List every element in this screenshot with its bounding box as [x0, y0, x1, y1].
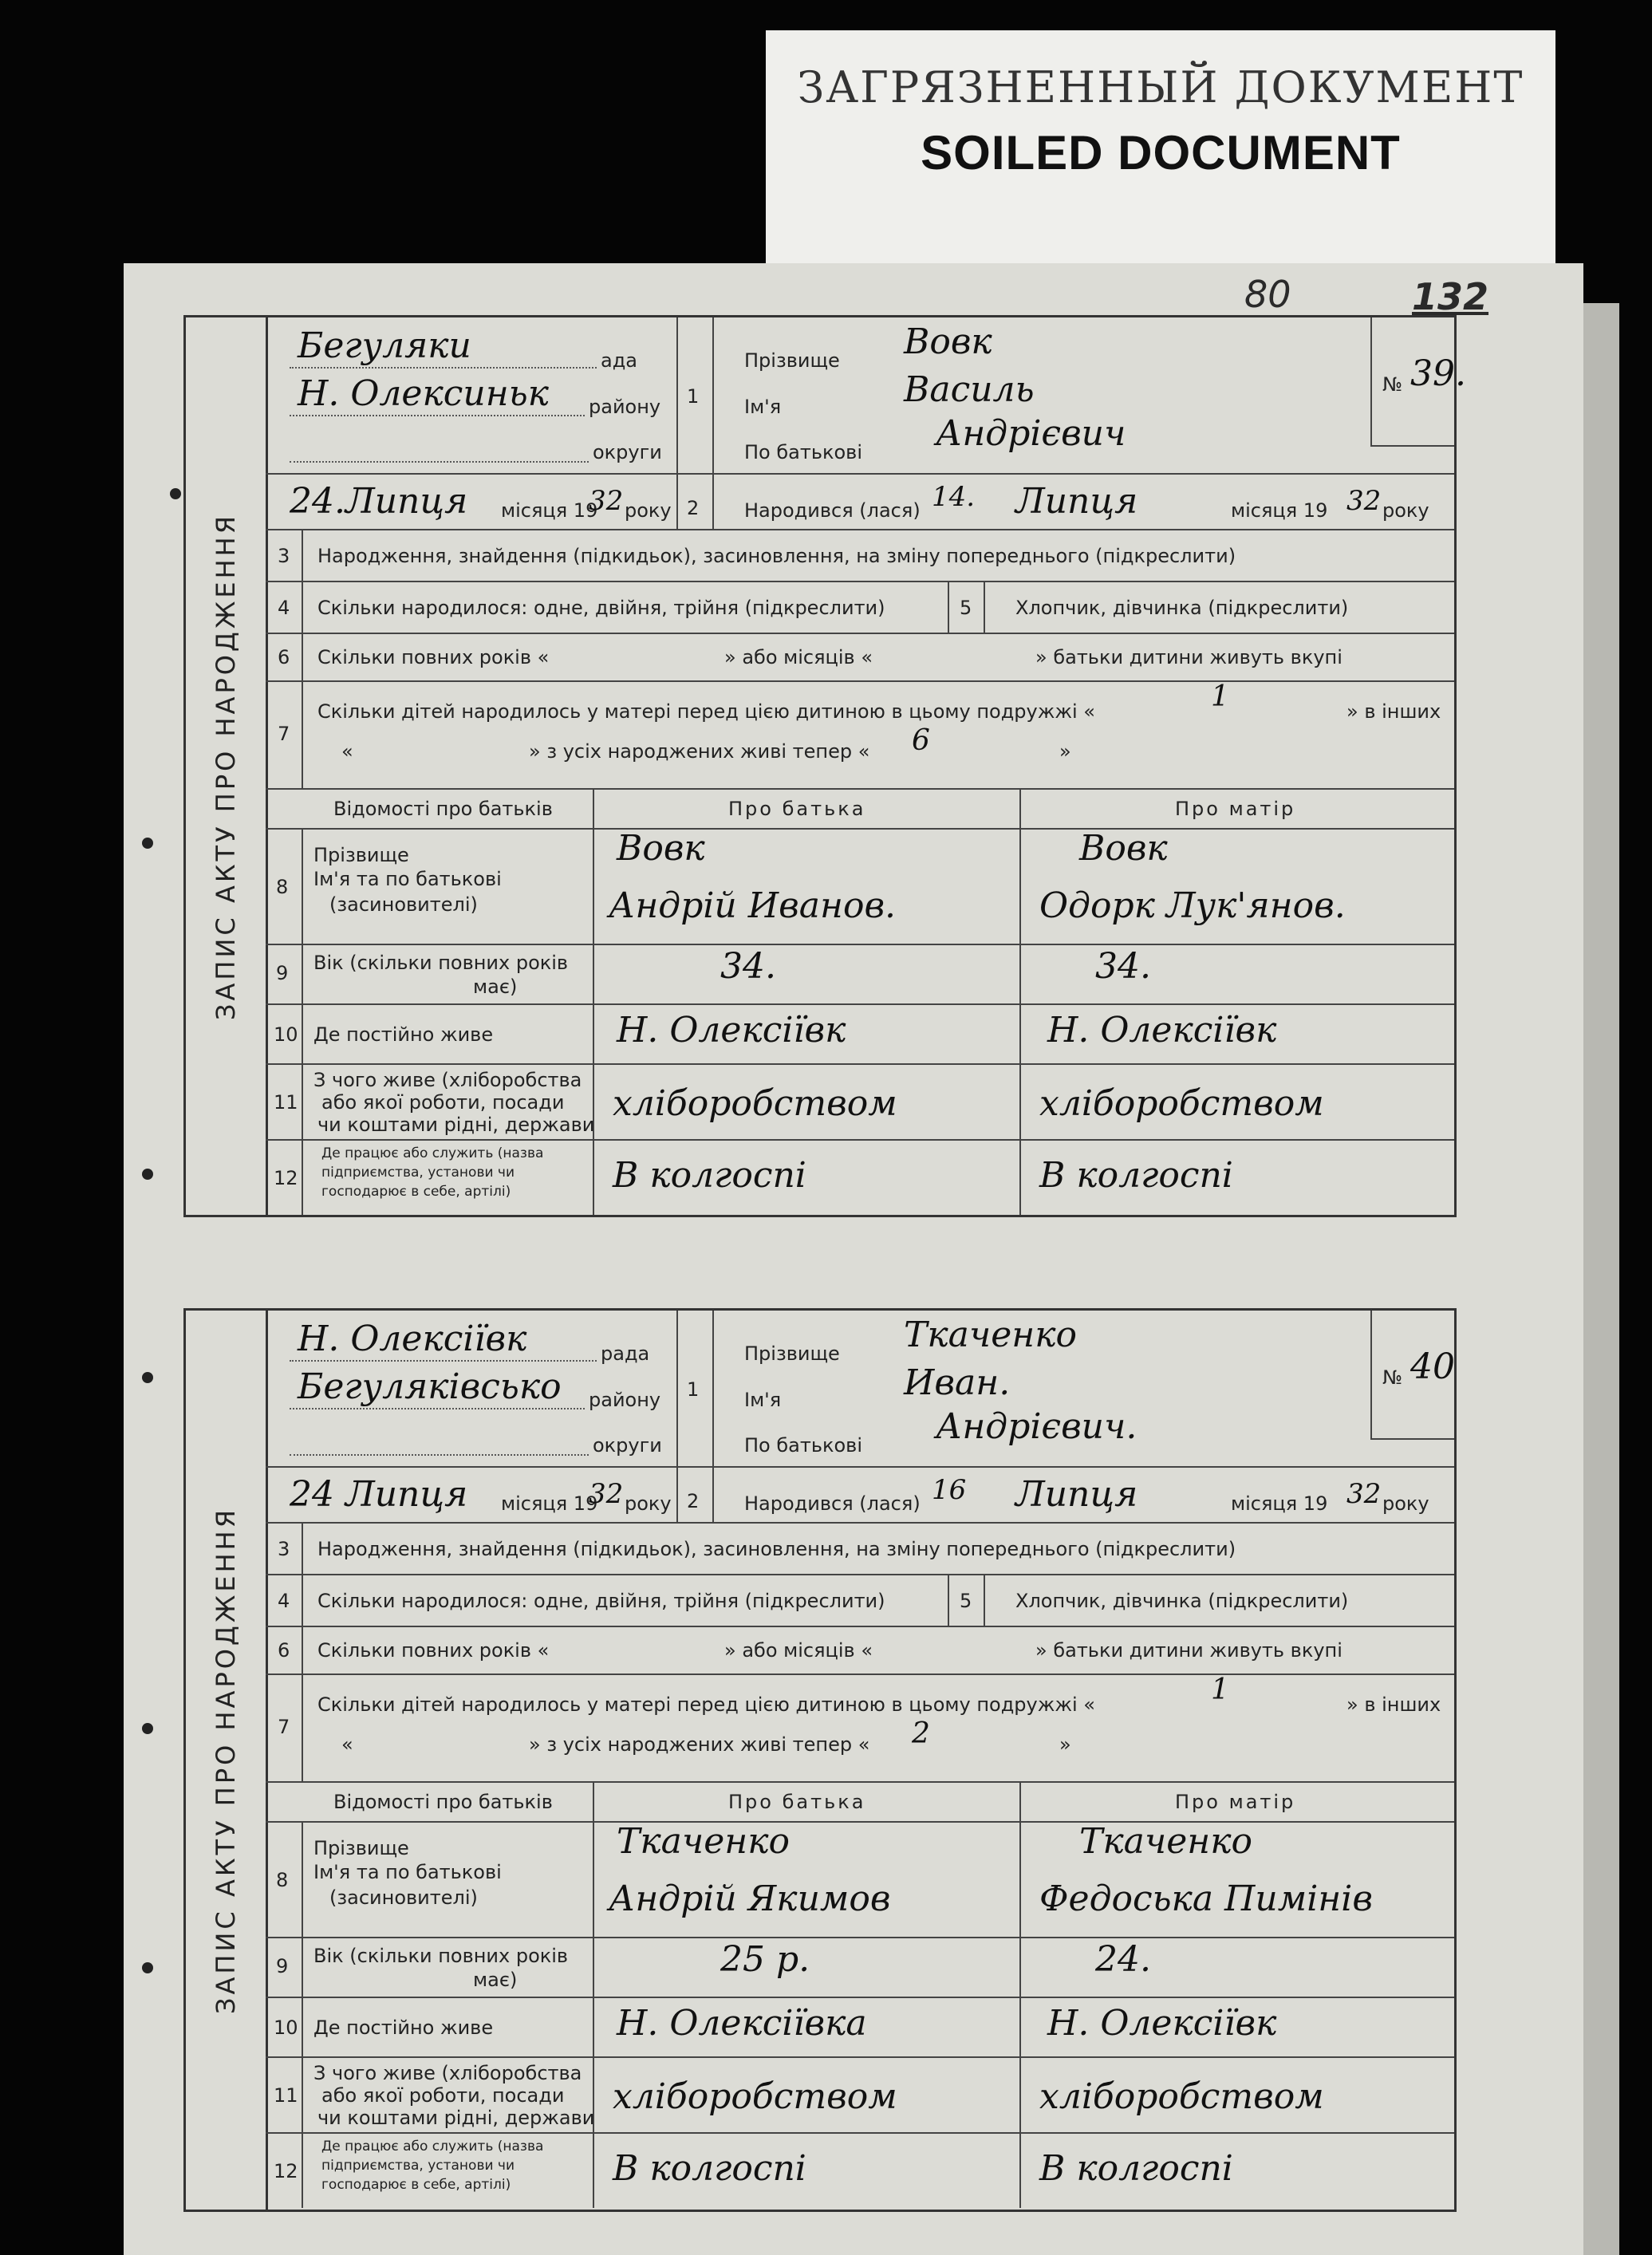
- parents-header-mother: Про матір: [1175, 1791, 1296, 1813]
- punch-hole: [170, 488, 181, 499]
- father-name: Андрій Иванов.: [609, 885, 897, 926]
- form-rule: [290, 1408, 585, 1409]
- r11-label-1: З чого живе (хліборобства: [313, 2062, 582, 2084]
- form-rule: [676, 1311, 678, 1522]
- row7-line1: Скільки дітей народилось у матері перед цією дитиною в цьому подружжі «: [317, 1693, 1095, 1716]
- pencil-page-number: 80: [1244, 273, 1291, 316]
- form-rule: [266, 944, 1454, 945]
- form-rule: [1370, 445, 1454, 447]
- punch-hole: [142, 838, 153, 849]
- father-surname: Ткаченко: [617, 1821, 791, 1862]
- row-number: 9: [276, 1955, 289, 1977]
- birth-record: [183, 315, 1466, 1217]
- r9-label-1: Вік (скільки повних років: [313, 952, 569, 974]
- child-name: Иван.: [904, 1362, 1011, 1403]
- record-number-label: №: [1382, 1366, 1402, 1389]
- side-title-text: ЗАПИС АКТУ ПРО НАРОДЖЕННЯ: [211, 512, 241, 1020]
- r10-label: Де постійно живе: [313, 2016, 494, 2039]
- r8-label-surname: Прізвище: [313, 1837, 409, 1859]
- form-rule: [266, 1139, 1454, 1141]
- children-alive: 2: [912, 1717, 930, 1750]
- father-surname: Вовк: [617, 828, 705, 869]
- punch-hole: [142, 1962, 153, 1973]
- mother-age: 24.: [1095, 1939, 1151, 1980]
- row7-line1-end: » в інших: [1346, 1693, 1441, 1716]
- form-rule: [266, 1821, 1454, 1823]
- form-rule: [290, 415, 585, 416]
- form-rule: [1370, 317, 1372, 445]
- r8-label-adopters: (засиновителі): [329, 1886, 478, 1909]
- children-alive: 6: [912, 724, 930, 757]
- row-number: 7: [278, 723, 290, 745]
- form-rule: [302, 529, 303, 788]
- r9-label-2: має): [473, 976, 518, 998]
- surname-label: Прізвище: [744, 349, 840, 372]
- born-month: Липця: [1015, 1474, 1138, 1515]
- form-rule: [290, 1360, 597, 1362]
- registration-year: 32: [589, 485, 624, 517]
- mother-name: Одорк Лук'янов.: [1039, 885, 1346, 926]
- row6-text-c: » батьки дитини живуть вкупі: [1035, 1639, 1342, 1662]
- born-label: Народився (лася): [744, 1492, 921, 1515]
- record-number-label: №: [1382, 373, 1402, 396]
- row7-line2-a: «: [341, 1733, 353, 1756]
- row-number: 3: [278, 545, 290, 567]
- row7-line2-c: »: [1059, 1733, 1071, 1756]
- form-rule: [266, 1997, 1454, 1998]
- r9-label-1: Вік (скільки повних років: [313, 1945, 569, 1967]
- raion-value: Бегуляківсько: [298, 1366, 562, 1407]
- form-rule: [290, 461, 589, 463]
- form-rule: [593, 1781, 594, 2208]
- parents-header-father: Про батька: [728, 798, 866, 820]
- father-age: 25 р.: [720, 1939, 810, 1980]
- mother-surname: Вовк: [1079, 828, 1168, 869]
- label-russian: ЗАГРЯЗНЕННЫЙ ДОКУМЕНТ: [797, 62, 1524, 112]
- father-livelihood: хліборобством: [613, 1083, 897, 1124]
- father-residence: Н. Олексіївка: [617, 2003, 867, 2044]
- r11-label-2: або якої роботи, посади: [321, 2084, 565, 2107]
- born-month-label: місяця 19: [1231, 499, 1328, 522]
- record-number: 40: [1410, 1346, 1455, 1387]
- registration-month: Липця: [345, 1474, 468, 1515]
- child-surname: Ткаченко: [904, 1315, 1078, 1355]
- born-day: 14.: [932, 481, 976, 513]
- row-number: 9: [276, 962, 289, 984]
- registration-month-label: місяця 19: [501, 1492, 598, 1515]
- child-name: Василь: [904, 369, 1035, 410]
- parents-header-father: Про батька: [728, 1791, 866, 1813]
- r8-label-name: Ім'я та по батькові: [313, 1861, 502, 1883]
- r11-label-3: чи коштами рідні, держави: [317, 1114, 595, 1136]
- form-rule: [266, 788, 1454, 790]
- row-number: 4: [278, 1590, 290, 1612]
- row-number: 12: [274, 2160, 298, 2182]
- form-rule: [266, 1063, 1454, 1065]
- form-rule: [266, 529, 1454, 530]
- form-rule: [948, 581, 949, 633]
- form-rule: [1370, 1311, 1372, 1438]
- form-rule: [676, 317, 678, 529]
- r12-label-3: господарює в себе, артілі): [321, 2177, 511, 2193]
- raion-value: Н. Олексиньк: [298, 373, 549, 414]
- mother-livelihood: хліборобством: [1039, 2076, 1324, 2117]
- form-rule: [266, 473, 1454, 475]
- child-patronymic: Андрієвич: [936, 413, 1126, 454]
- born-year: 32: [1346, 485, 1382, 517]
- record-side-title: [186, 1311, 268, 2210]
- record-number: 39.: [1410, 353, 1466, 394]
- surname-label: Прізвище: [744, 1342, 840, 1365]
- row6-text-a: Скільки повних років «: [317, 1639, 550, 1662]
- form-rule: [266, 2132, 1454, 2134]
- row7-line2-b: » з усіх народжених живі тепер «: [529, 1733, 870, 1756]
- r9-label-2: має): [473, 1969, 518, 1991]
- row-number: 5: [960, 597, 972, 619]
- registration-month-label: місяця 19: [501, 499, 598, 522]
- form-rule: [266, 1781, 1454, 1783]
- father-workplace: В колгоспі: [613, 2148, 806, 2189]
- form-rule: [1019, 788, 1021, 1215]
- row5-text: Хлопчик, дівчинка (підкреслити): [1015, 1590, 1349, 1612]
- row7-line2-c: »: [1059, 740, 1071, 763]
- r8-label-surname: Прізвище: [313, 844, 409, 866]
- row-number: 4: [278, 597, 290, 619]
- row-number: 3: [278, 1538, 290, 1560]
- father-residence: Н. Олексіївк: [617, 1010, 846, 1051]
- row7-line2-a: «: [341, 740, 353, 763]
- registration-day: 24: [290, 1474, 334, 1515]
- registration-year-label: року: [625, 1492, 672, 1515]
- form-rule: [266, 1466, 1454, 1468]
- row6-text-c: » батьки дитини живуть вкупі: [1035, 646, 1342, 668]
- r8-label-name: Ім'я та по батькові: [313, 868, 502, 890]
- raion-label: району: [589, 1389, 661, 1411]
- born-year-label: року: [1382, 1492, 1429, 1515]
- row-number: 5: [960, 1590, 972, 1612]
- father-workplace: В колгоспі: [613, 1155, 806, 1196]
- registration-year: 32: [589, 1478, 624, 1510]
- form-rule: [266, 1674, 1454, 1675]
- rada-label: ада: [601, 349, 638, 372]
- registration-day: 24.: [290, 481, 345, 522]
- child-patronymic: Андрієвич.: [936, 1406, 1137, 1447]
- okruha-label: округи: [593, 1434, 662, 1457]
- row6-text-b: » або місяців «: [724, 646, 873, 668]
- row-number: 10: [274, 1023, 298, 1046]
- label-english: SOILED DOCUMENT: [921, 126, 1401, 179]
- row-number: 8: [276, 1869, 289, 1891]
- born-month-label: місяця 19: [1231, 1492, 1328, 1515]
- punch-hole: [142, 1169, 153, 1180]
- row3-text: Народження, знайдення (підкидьок), засиновлення, на зміну попереднього (підкреслити): [317, 545, 1236, 567]
- father-name: Андрій Якимов: [609, 1879, 891, 1919]
- punch-hole: [142, 1723, 153, 1734]
- form-rule: [266, 2056, 1454, 2058]
- form-rule: [266, 680, 1454, 682]
- born-year: 32: [1346, 1478, 1382, 1510]
- form-rule: [266, 1574, 1454, 1575]
- form-rule: [302, 1821, 303, 2208]
- row-number: 2: [687, 1490, 700, 1512]
- parents-header-mother: Про матір: [1175, 798, 1296, 820]
- form-rule: [266, 828, 1454, 830]
- parents-header-info: Відомості про батьків: [333, 798, 553, 820]
- okruha-label: округи: [593, 441, 662, 463]
- form-rule: [984, 581, 985, 633]
- row5-text: Хлопчик, дівчинка (підкреслити): [1015, 597, 1349, 619]
- mother-livelihood: хліборобством: [1039, 1083, 1324, 1124]
- row-number: 10: [274, 2016, 298, 2039]
- patronymic-label: По батькові: [744, 441, 862, 463]
- form-rule: [266, 581, 1454, 582]
- page-edge: [1583, 303, 1619, 2255]
- form-rule: [302, 828, 303, 1215]
- born-label: Народився (лася): [744, 499, 921, 522]
- children-in-marriage: 1: [1211, 680, 1229, 713]
- row4-text: Скільки народилося: одне, двійня, трійня (підкреслити): [317, 1590, 885, 1612]
- name-label: Ім'я: [744, 396, 782, 418]
- father-livelihood: хліборобством: [613, 2076, 897, 2117]
- row-number: 6: [278, 646, 290, 668]
- name-label: Ім'я: [744, 1389, 782, 1411]
- row4-text: Скільки народилося: одне, двійня, трійня (підкреслити): [317, 597, 885, 619]
- record-side-title: [186, 317, 268, 1215]
- parents-header-info: Відомості про батьків: [333, 1791, 553, 1813]
- form-rule: [266, 633, 1454, 634]
- row6-text-a: Скільки повних років «: [317, 646, 550, 668]
- raion-label: району: [589, 396, 661, 418]
- rada-label: рада: [601, 1342, 650, 1365]
- form-rule: [593, 788, 594, 1215]
- row6-text-b: » або місяців «: [724, 1639, 873, 1662]
- form-rule: [266, 1522, 1454, 1524]
- row-number: 8: [276, 876, 289, 898]
- row-number: 1: [687, 1378, 700, 1401]
- row-number: 2: [687, 497, 700, 519]
- soiled-document-label: [766, 30, 1555, 270]
- form-rule: [266, 1626, 1454, 1627]
- row7-line1-end: » в інших: [1346, 700, 1441, 723]
- mother-workplace: В колгоспі: [1039, 2148, 1233, 2189]
- father-age: 34.: [720, 946, 776, 987]
- stamped-page-number: 132: [1412, 275, 1489, 318]
- born-day: 16: [932, 1474, 967, 1506]
- form-rule: [290, 1454, 589, 1456]
- rada-value: Н. Олексіївк: [298, 1319, 527, 1359]
- row7-line1: Скільки дітей народилось у матері перед цією дитиною в цьому подружжі «: [317, 700, 1095, 723]
- form-rule: [266, 1937, 1454, 1938]
- form-rule: [302, 1522, 303, 1781]
- side-title-text: ЗАПИС АКТУ ПРО НАРОДЖЕННЯ: [211, 1506, 241, 2014]
- born-month: Липця: [1015, 481, 1138, 522]
- born-year-label: року: [1382, 499, 1429, 522]
- r12-label-1: Де працює або служить (назва: [321, 2139, 544, 2154]
- r12-label-3: господарює в себе, артілі): [321, 1184, 511, 1200]
- row-number: 12: [274, 1167, 298, 1189]
- mother-age: 34.: [1095, 946, 1151, 987]
- children-in-marriage: 1: [1211, 1674, 1229, 1706]
- row-number: 11: [274, 1091, 298, 1114]
- birth-record: [183, 1308, 1457, 2212]
- mother-surname: Ткаченко: [1079, 1821, 1253, 1862]
- registration-year-label: року: [625, 499, 672, 522]
- form-rule: [712, 317, 714, 529]
- registration-month: Липця: [345, 481, 468, 522]
- r10-label: Де постійно живе: [313, 1023, 494, 1046]
- row7-line2-b: » з усіх народжених живі тепер «: [529, 740, 870, 763]
- r11-label-1: З чого живе (хліборобства: [313, 1069, 582, 1091]
- r12-label-2: підприємства, установи чи: [321, 2158, 515, 2174]
- mother-workplace: В колгоспі: [1039, 1155, 1233, 1196]
- mother-name: Федоська Пимінів: [1039, 1879, 1373, 1919]
- row-number: 7: [278, 1716, 290, 1738]
- row-number: 6: [278, 1639, 290, 1662]
- r12-label-2: підприємства, установи чи: [321, 1165, 515, 1181]
- rada-value: Бегуляки: [298, 325, 471, 366]
- mother-residence: Н. Олексіївк: [1047, 1010, 1277, 1051]
- mother-residence: Н. Олексіївк: [1047, 2003, 1277, 2044]
- child-surname: Вовк: [904, 321, 992, 362]
- r12-label-1: Де працює або служить (назва: [321, 1145, 544, 1161]
- punch-hole: [142, 1372, 153, 1383]
- row-number: 1: [687, 385, 700, 408]
- form-rule: [984, 1574, 985, 1626]
- form-rule: [948, 1574, 949, 1626]
- r11-label-3: чи коштами рідні, держави: [317, 2107, 595, 2129]
- r11-label-2: або якої роботи, посади: [321, 1091, 565, 1114]
- r8-label-adopters: (засиновителі): [329, 893, 478, 916]
- form-rule: [266, 1003, 1454, 1005]
- form-rule: [290, 367, 597, 369]
- row3-text: Народження, знайдення (підкидьок), засиновлення, на зміну попереднього (підкреслити): [317, 1538, 1236, 1560]
- form-rule: [712, 1311, 714, 1522]
- form-rule: [1019, 1781, 1021, 2208]
- row-number: 11: [274, 2084, 298, 2107]
- form-rule: [1370, 1438, 1454, 1440]
- patronymic-label: По батькові: [744, 1434, 862, 1457]
